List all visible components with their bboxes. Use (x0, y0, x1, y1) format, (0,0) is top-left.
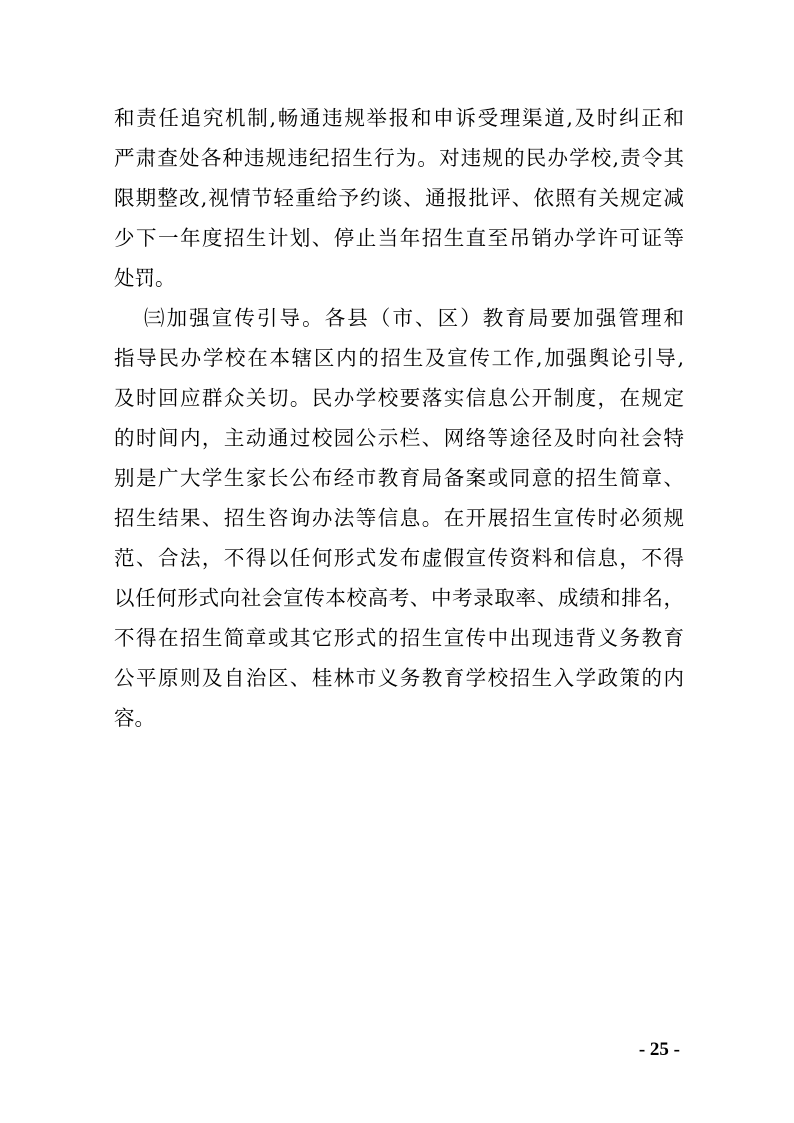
section-heading-line: ㈢加强宣传引导。各县（市、区）教育局要加强管理和 (144, 306, 684, 330)
body-text (114, 98, 684, 738)
text-line: 少下一年度招生计划、停止当年招生直至吊销办学许可证等 (114, 226, 684, 250)
text-line: 不得在招生简章或其它形式的招生宣传中出现违背义务教育 (114, 626, 684, 650)
page-number: - 25 - (638, 1039, 680, 1060)
text-line: 以任何形式向社会宣传本校高考、中考录取率、成绩和排名， (114, 586, 684, 610)
text-line: 和责任追究机制,畅通违规举报和申诉受理渠道,及时纠正和 (114, 106, 684, 130)
text-line: 及时回应群众关切。民办学校要落实信息公开制度，在规定 (114, 386, 684, 410)
text-line: 指导民办学校在本辖区内的招生及宣传工作,加强舆论引导, (114, 346, 684, 370)
text-line: 容。 (114, 706, 155, 730)
text-line: 严肃查处各种违规违纪招生行为。对违规的民办学校,责令其 (114, 146, 684, 170)
text-line: 招生结果、招生咨询办法等信息。在开展招生宣传时必须规 (114, 506, 684, 530)
text-line: 别是广大学生家长公布经市教育局备案或同意的招生简章、 (114, 466, 684, 490)
text-line: 公平原则及自治区、桂林市义务教育学校招生入学政策的内 (114, 666, 684, 690)
text-line: 处罚。 (114, 266, 176, 290)
text-line: 的时间内，主动通过校园公示栏、网络等途径及时向社会特 (114, 426, 684, 450)
text-line: 限期整改,视情节轻重给予约谈、通报批评、依照有关规定减 (114, 186, 684, 210)
text-line: 范、合法，不得以任何形式发布虚假宣传资料和信息，不得 (114, 546, 684, 570)
